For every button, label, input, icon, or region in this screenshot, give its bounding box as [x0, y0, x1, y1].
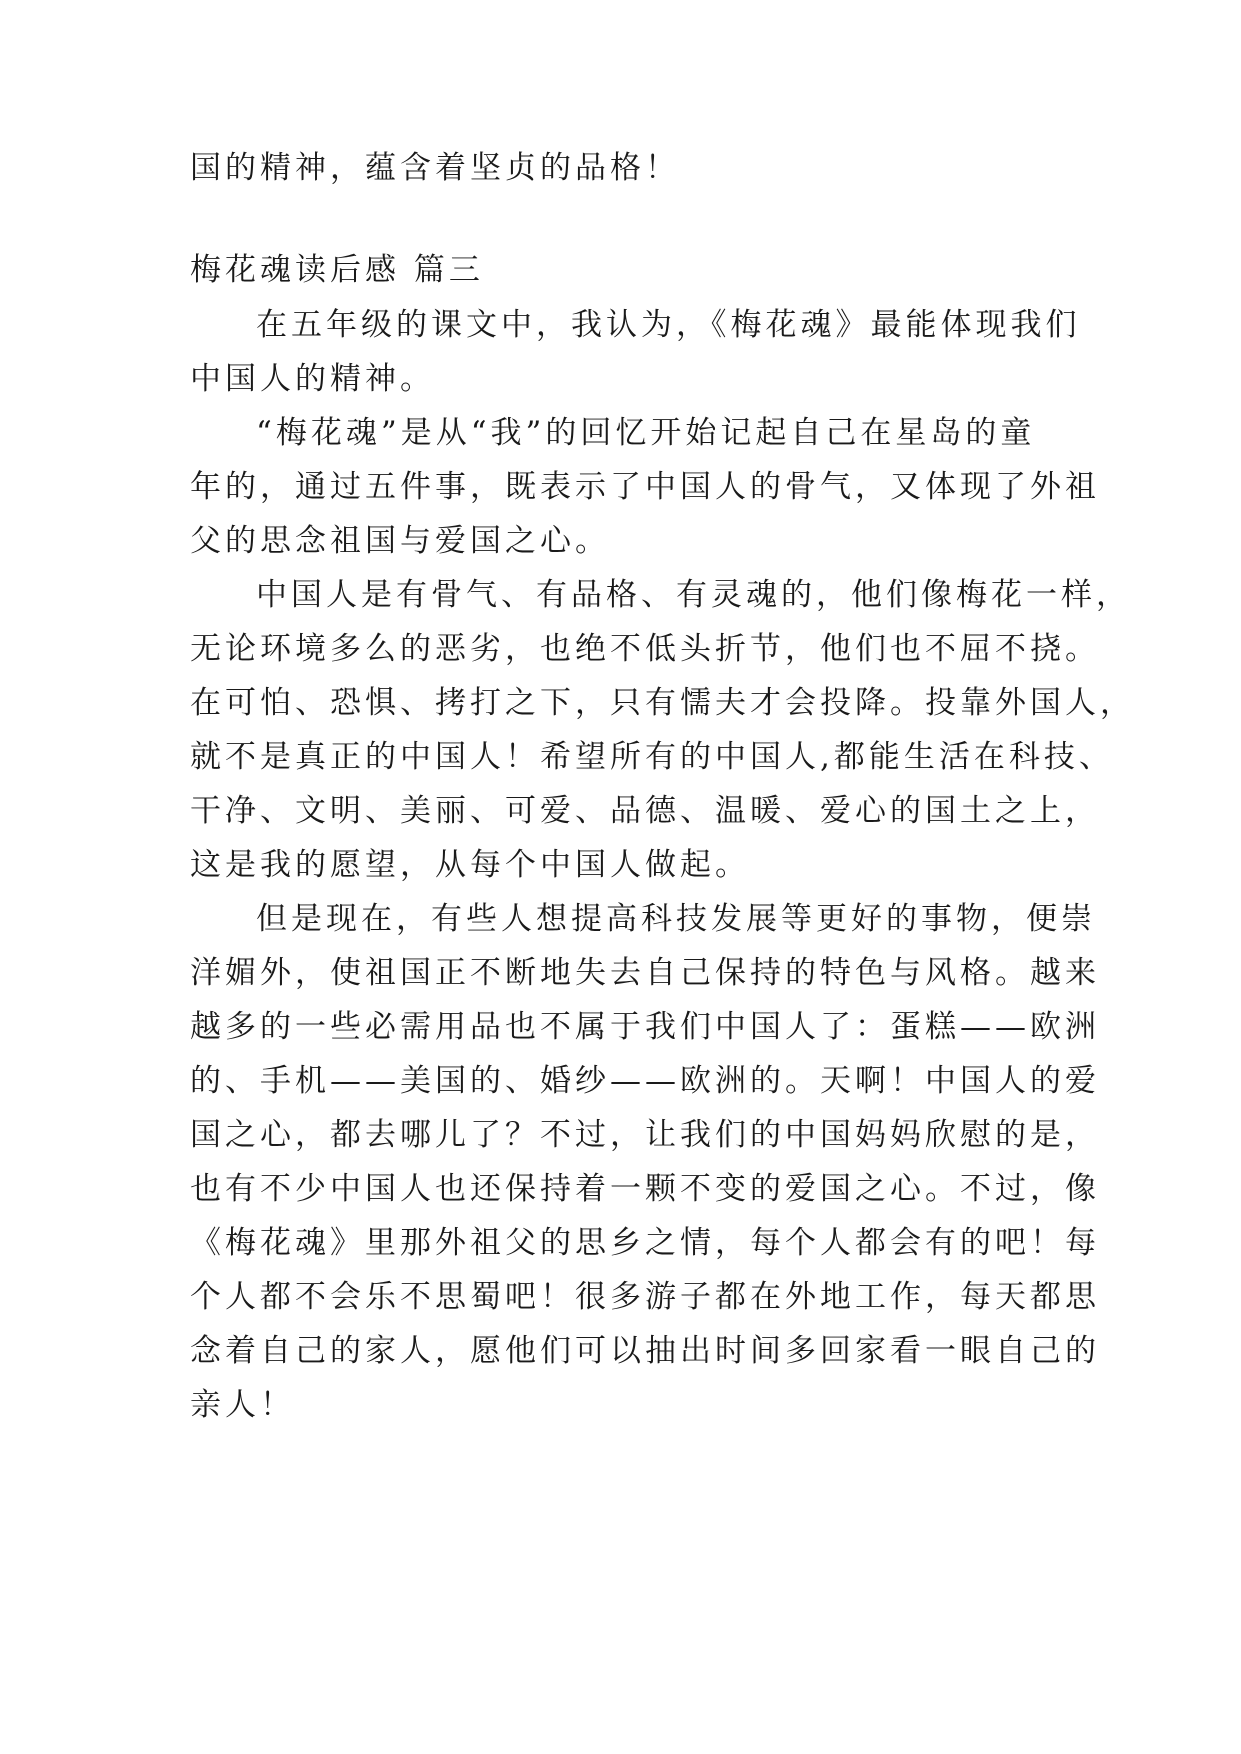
paragraph-line: 就不是真正的中国人！希望所有的中国人,都能生活在科技、 [190, 739, 1114, 775]
paragraph-line: 洋媚外，使祖国正不断地失去自己保持的特色与风格。越来 [190, 955, 1100, 991]
paragraph-line: 国之心，都去哪儿了？不过，让我们的中国妈妈欣慰的是， [190, 1117, 1100, 1153]
paragraph-line: 中国人是有骨气、有品格、有灵魂的，他们像梅花一样， [256, 577, 1131, 613]
paragraph-line: 《梅花魂》里那外祖父的思乡之情，每个人都会有的吧！每 [190, 1225, 1100, 1261]
paragraph-line: 在可怕、恐惧、拷打之下，只有懦夫才会投降。投靠外国人， [190, 685, 1135, 721]
paragraph-line: 也有不少中国人也还保持着一颗不变的爱国之心。不过，像 [190, 1171, 1100, 1207]
paragraph-line: 个人都不会乐不思蜀吧！很多游子都在外地工作，每天都思 [190, 1279, 1100, 1315]
paragraph-line: 亲人！ [190, 1387, 295, 1423]
paragraph-end-line: 国的精神，蕴含着坚贞的品格！ [190, 150, 680, 186]
paragraph-line: 念着自己的家人，愿他们可以抽出时间多回家看一眼自己的 [190, 1333, 1100, 1369]
paragraph-line: 父的思念祖国与爱国之心。 [190, 523, 610, 559]
paragraph-line: 这是我的愿望，从每个中国人做起。 [190, 847, 750, 883]
paragraph-line: 年的，通过五件事，既表示了中国人的骨气，又体现了外祖 [190, 469, 1100, 505]
paragraph-line: 的、手机——美国的、婚纱——欧洲的。天啊！中国人的爱 [190, 1063, 1100, 1099]
paragraph-line: 在五年级的课文中，我认为，《梅花魂》最能体现我们 [256, 307, 1081, 343]
paragraph-line: “梅花魂”是从“我”的回忆开始记起自己在星岛的童 [256, 415, 1036, 451]
paragraph-line: 中国人的精神。 [190, 361, 435, 397]
paragraph-line: 越多的一些必需用品也不属于我们中国人了：蛋糕——欧洲 [190, 1009, 1100, 1045]
paragraph-line: 无论环境多么的恶劣，也绝不低头折节，他们也不屈不挠。 [190, 631, 1100, 667]
section-heading: 梅花魂读后感 篇三 [190, 252, 484, 288]
paragraph-line: 干净、文明、美丽、可爱、品德、温暖、爱心的国土之上， [190, 793, 1100, 829]
paragraph-line: 但是现在，有些人想提高科技发展等更好的事物，便崇 [256, 901, 1096, 937]
